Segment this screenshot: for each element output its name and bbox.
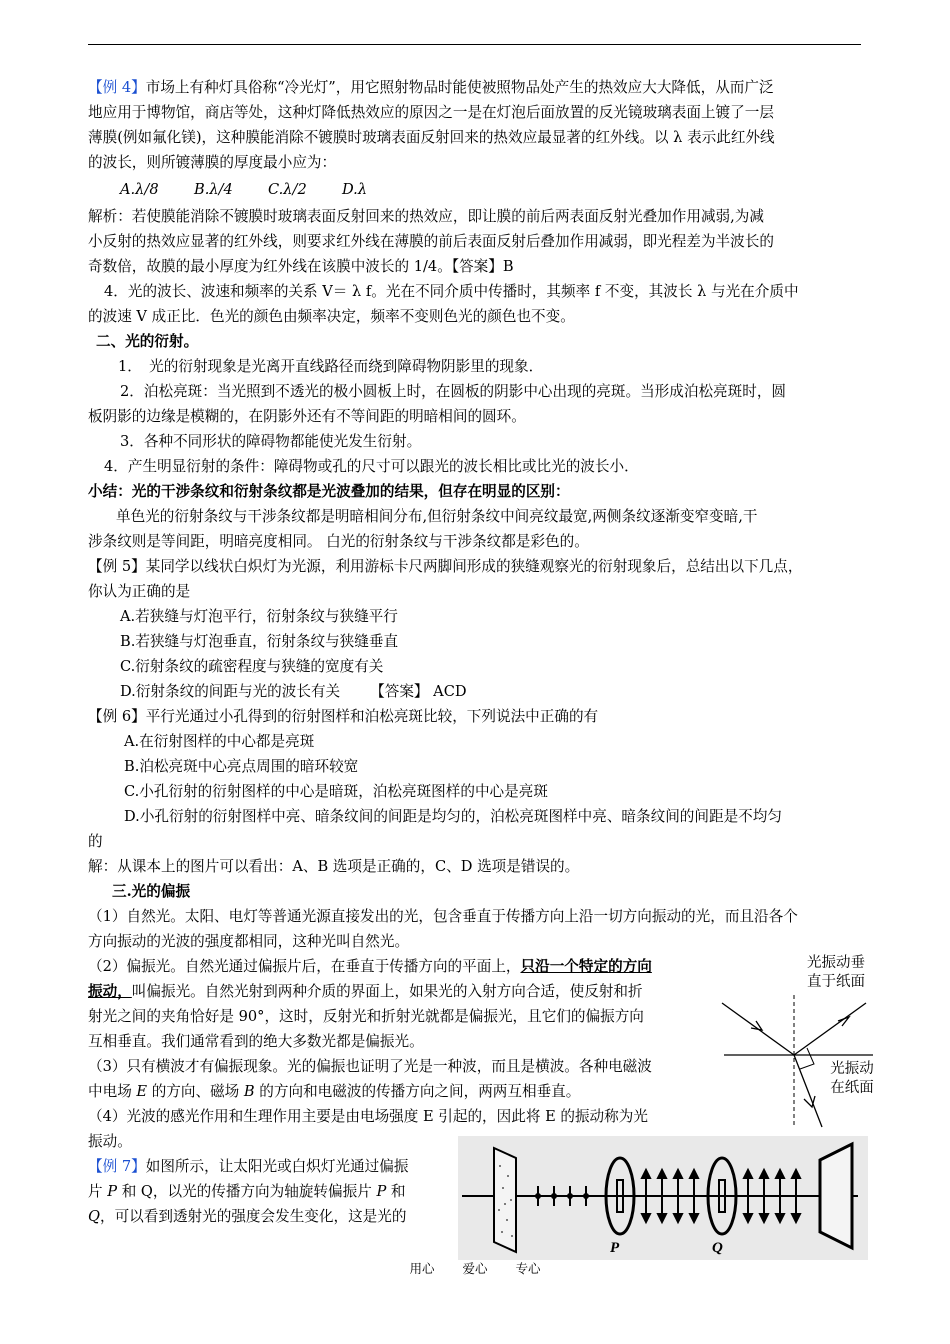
p4-line2: 的波速 V 成正比．色光的颜色由频率决定，频率不变则色光的颜色也不变。	[88, 308, 575, 325]
sec2-summary-2: 涉条纹则是等间距，明暗亮度相同。 白光的衍射条纹与干涉条纹都是彩色的。	[88, 533, 589, 550]
sec2-summary-1: 单色光的衍射条纹与干涉条纹都是明暗相间分布,但衍射条纹中间亮纹最宽,两侧条纹逐渐变窄变暗,干	[116, 508, 758, 525]
sec3-n3b-t1: 中电场	[88, 1083, 137, 1100]
ex4-option-a: A.λ/8	[120, 181, 159, 198]
fig2-diagram	[458, 1136, 868, 1260]
sec3-n2a	[88, 958, 863, 976]
page-footer	[0, 1259, 950, 1277]
sec3-n2b-underlined: 振动，	[88, 983, 132, 1000]
ex7-l2-p: P	[107, 1183, 118, 1200]
sec3-n2c: 射光之间的夹角恰好是 90°，这时，反射光和折射光就都是偏振光，且它们的偏振方向	[88, 1008, 644, 1025]
sec2-item2b: 板阴影的边缘是模糊的，在阴影外还有不等间距的明暗相间的圆环。	[88, 408, 526, 425]
sec3-n4a: （4）光波的感光作用和生理作用主要是由电场强度 E 引起的，因此将 E 的振动称为光	[88, 1108, 648, 1125]
sec3-n2d: 互相垂直。我们通常看到的绝大多数光都是偏振光。	[88, 1033, 424, 1050]
ex5-text: 某同学以线状白炽灯为光源，利用游标卡尺两脚间形成的狭缝观察光的衍射现象后，总结出以下几点，	[145, 558, 803, 575]
ex4-line4: 的波长，则所镀薄膜的厚度最小应为：	[88, 154, 337, 171]
sec2-summary: 小结：光的干涉条纹和衍射条纹都是光波叠加的结果，但存在明显的区别：	[88, 483, 570, 500]
ex6-option-a: A.在衍射图样的中心都是亮斑	[124, 733, 315, 750]
sec3-n4b: 振动。	[88, 1133, 132, 1150]
fig1-right-angle	[800, 1048, 814, 1069]
fig1-label-top	[792, 954, 880, 992]
ex4-tag: 【例 4】	[88, 79, 146, 96]
ex5-answer: 【答案】 ACD	[370, 683, 467, 700]
ex5-option-d-text: D.衍射条纹的间距与光的波长有关	[120, 683, 341, 700]
ex6-line1	[88, 708, 863, 726]
ex7-l2-c: 和	[386, 1183, 406, 1200]
ex5-option-d	[120, 683, 895, 701]
ex7-l2-b: 和 Q，以光的传播方向为轴旋转偏振片	[117, 1183, 377, 1200]
footer-b: 爱心	[462, 1261, 488, 1276]
sec3-title: 三.光的偏振	[112, 883, 191, 900]
fig1-label-bottom-2: 在纸面	[830, 1080, 874, 1096]
ex6-option-b: B.泊松亮斑中心亮点周围的暗环较宽	[124, 758, 359, 775]
sec3-n1b: 方向振动的光波的强度都相同，这种光叫自然光。	[88, 933, 410, 950]
ex6-option-d1: D.小孔衍射的衍射图样中亮、暗条纹间的间距是均匀的，泊松亮斑图样中亮、暗条纹间的间距是不均匀	[124, 808, 782, 825]
sec3-n3b-e: E	[136, 1083, 148, 1100]
ex4-option-c: C.λ/2	[268, 181, 307, 198]
ex7-l2-p2: P	[376, 1183, 387, 1200]
ex6-option-d2: 的	[88, 833, 103, 850]
ex4-line3: 薄膜(例如氟化镁)，这种膜能消除不镀膜时玻璃表面反射回来的热效应最显著的红外线。以 λ 表示此红外线	[88, 129, 775, 146]
fig1-label-bottom-1: 光振动	[830, 1061, 874, 1077]
ex4-option-d: D.λ	[342, 181, 368, 198]
footer-c: 专心	[515, 1261, 541, 1276]
ex7-l3-q: Q	[88, 1208, 100, 1225]
ex4-solution-3: 奇数倍，故膜的最小厚度为红外线在该膜中波长的 1/4。【答案】B	[88, 258, 514, 275]
ex4-solution-1: 解析：若使膜能消除不镀膜时玻璃表面反射回来的热效应，即让膜的前后两表面反射光叠加作用减弱,为减	[88, 208, 764, 225]
fig2-label-q: Q	[712, 1240, 723, 1256]
sec3-n2a-underlined: 只沿一个特定的方向	[520, 958, 652, 975]
sec3-n1a: （1）自然光。太阳、电灯等普通光源直接发出的光，包含垂直于传播方向上沿一切方向振动的光，而且沿各个	[88, 908, 798, 925]
sec2-item3: 3．各种不同形状的障碍物都能使光发生衍射。	[120, 433, 422, 450]
sec3-n3a: （3）只有横波才有偏振现象。光的偏振也证明了光是一种波，而且是横波。各种电磁波	[88, 1058, 652, 1075]
ex5-option-a: A.若狭缝与灯泡平行，衍射条纹与狭缝平行	[120, 608, 398, 625]
ex5-option-b: B.若狭缝与灯泡垂直，衍射条纹与狭缝垂直	[120, 633, 399, 650]
ex5-line1	[88, 558, 863, 576]
fig1-label-top-2: 直于纸面	[807, 974, 865, 990]
ex6-tag: 【例 6】	[88, 708, 146, 725]
sec2-item4: 4．产生明显衍射的条件：障碍物或孔的尺寸可以跟光的波长相比或比光的波长小．	[104, 458, 639, 475]
fig2-screen	[820, 1144, 852, 1248]
ex4-line1	[88, 79, 863, 97]
sec2-title: 二、光的衍射。	[96, 333, 199, 350]
ex7-tag: 【例 7】	[88, 1158, 146, 1175]
ex4-text: 市场上有种灯具俗称“冷光灯”，用它照射物品时能使被照物品处产生的热效应大大降低，从而广泛	[145, 79, 774, 96]
ex4-line2: 地应用于博物馆，商店等处，这种灯降低热效应的原因之一是在灯泡后面放置的反光镜玻璃表面上镀了一层	[88, 104, 774, 121]
ex5-line2: 你认为正确的是	[88, 583, 191, 600]
ex6-text: 平行光通过小孔得到的衍射图样和泊松亮斑比较，下列说法中正确的有	[145, 708, 599, 725]
sec2-item1: 1． 光的衍射现象是光离开直线路径而绕到障碍物阴影里的现象．	[118, 358, 544, 375]
ex4-option-b: B.λ/4	[194, 181, 233, 198]
header-rule	[88, 44, 861, 45]
ex6-option-c: C.小孔衍射的衍射图样的中心是暗斑，泊松亮斑图样的中心是亮斑	[124, 783, 548, 800]
ex7-l2-a: 片	[88, 1183, 108, 1200]
ex5-option-c: C.衍射条纹的疏密程度与狭缝的宽度有关	[120, 658, 384, 675]
ex7-text1: 如图所示，让太阳光或白炽灯光通过偏振	[145, 1158, 409, 1175]
ex4-solution-2: 小反射的热效应显著的红外线，则要求红外线在薄膜的前后表面反射后叠加作用减弱，即光程差为半波长的	[88, 233, 774, 250]
sec3-n3b-b: B	[243, 1083, 255, 1100]
sec3-n2a-text: （2）偏振光。自然光通过偏振片后，在垂直于传播方向的平面上，	[88, 958, 521, 975]
p4-line1: 4．光的波长、波速和频率的关系 V＝ λ f。光在不同介质中传播时，其频率 f 不变，其波长 λ 与光在介质中	[104, 283, 799, 300]
fig1-reflected-ray	[794, 1003, 866, 1055]
ex4-options	[120, 181, 895, 199]
sec3-n2b-text: 叫偏振光。自然光射到两种介质的界面上，如果光的入射方向合适，使反射和折	[131, 983, 643, 1000]
ex6-solution: 解：从课本上的图片可以看出：A、B 选项是正确的，C、D 选项是错误的。	[88, 858, 580, 875]
ex5-tag: 【例 5】	[88, 558, 146, 575]
fig1-label-bottom	[820, 1060, 884, 1098]
fig2-label-p: P	[610, 1240, 620, 1256]
ex7-l3-text: ，可以看到透射光的强度会发生变化，这是光的	[99, 1208, 407, 1225]
sec3-n3b-t2: 的方向、磁场	[147, 1083, 244, 1100]
sec3-n3b-t3: 的方向和电磁波的传播方向之间，两两互相垂直。	[254, 1083, 581, 1100]
fig1-label-top-1: 光振动垂	[807, 955, 865, 971]
sec2-item2a: 2．泊松亮斑：当光照到不透光的极小圆板上时，在圆板的阴影中心出现的亮斑。当形成泊松亮斑时，圆	[120, 383, 787, 400]
footer-a: 用心	[409, 1261, 435, 1276]
